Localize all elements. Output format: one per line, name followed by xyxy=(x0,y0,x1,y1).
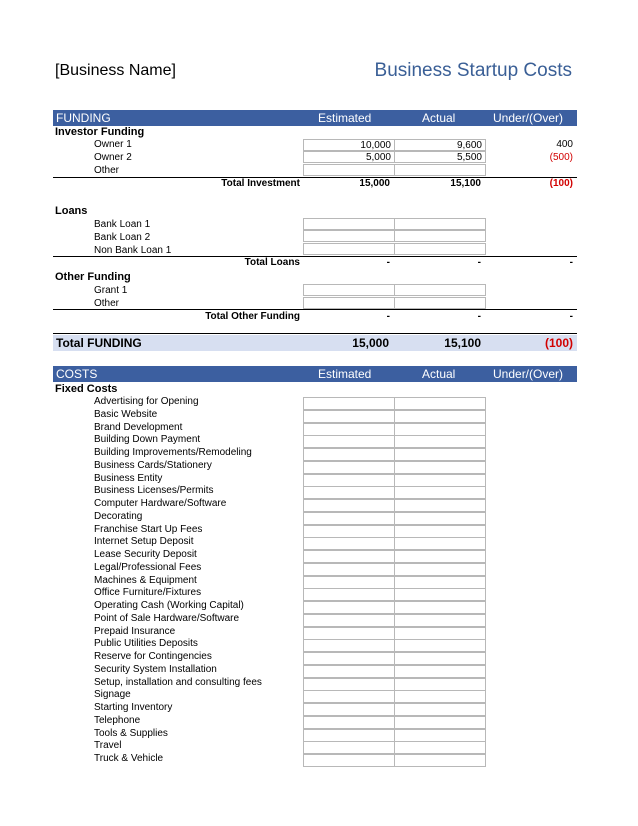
cost-actual-cell[interactable] xyxy=(394,499,486,512)
divider xyxy=(53,177,577,178)
cost-item-label: Travel xyxy=(94,740,122,752)
estimated-cell[interactable]: 10,000 xyxy=(303,139,395,151)
cost-estimated-cell[interactable] xyxy=(303,665,395,678)
cost-estimated-cell[interactable] xyxy=(303,601,395,614)
cost-actual-cell[interactable] xyxy=(394,678,486,691)
cost-item-label: Lease Security Deposit xyxy=(94,549,197,560)
cost-item-label: Building Down Payment xyxy=(94,434,201,446)
actual-cell[interactable] xyxy=(394,218,486,230)
cost-item-label: Business Entity xyxy=(94,472,163,484)
funding-header-band xyxy=(53,110,577,126)
cost-estimated-cell[interactable] xyxy=(303,525,395,538)
total-loans-label: Total Loans xyxy=(244,257,300,268)
cost-actual-cell[interactable] xyxy=(394,474,486,487)
cost-item-label: Office Furniture/Fixtures xyxy=(94,587,202,599)
investor-funding-label: Investor Funding xyxy=(55,126,145,138)
cost-estimated-cell[interactable] xyxy=(303,486,395,499)
row-label: Grant 1 xyxy=(94,285,128,296)
estimated-cell[interactable] xyxy=(303,297,395,309)
row-label: Other xyxy=(94,298,120,309)
total-funding-row xyxy=(53,335,577,351)
cost-item-label: Prepaid Insurance xyxy=(94,625,176,637)
cost-actual-cell[interactable] xyxy=(394,601,486,614)
actual-header: Actual xyxy=(422,111,456,125)
cost-item-label: Reserve for Contingencies xyxy=(94,651,212,662)
cost-estimated-cell[interactable] xyxy=(303,410,395,423)
cost-item-label: Decorating xyxy=(94,510,143,522)
cost-estimated-cell[interactable] xyxy=(303,423,395,436)
estimated-cell[interactable] xyxy=(303,284,395,296)
row-label: Owner 2 xyxy=(94,152,132,163)
cost-actual-cell[interactable] xyxy=(394,448,486,461)
diff-value: 400 xyxy=(556,139,573,150)
total-other-estimated: - xyxy=(386,311,390,322)
cost-actual-cell[interactable] xyxy=(394,537,486,550)
divider xyxy=(53,256,577,257)
cost-estimated-cell[interactable] xyxy=(303,474,395,487)
cost-item-label: Business Licenses/Permits xyxy=(94,485,214,497)
cost-actual-cell[interactable] xyxy=(394,397,486,410)
cost-estimated-cell[interactable] xyxy=(303,614,395,627)
loans-label: Loans xyxy=(55,205,88,217)
cost-item-label: Building Improvements/Remodeling xyxy=(94,447,252,458)
cost-actual-cell[interactable] xyxy=(394,563,486,576)
actual-cell[interactable]: 9,600 xyxy=(394,139,486,151)
total-funding-actual: 15,100 xyxy=(444,336,481,350)
cost-item-label: Internet Setup Deposit xyxy=(94,536,194,548)
row-label: Non Bank Loan 1 xyxy=(94,245,172,256)
cost-item-label: Basic Website xyxy=(94,408,158,420)
cost-actual-cell[interactable] xyxy=(394,576,486,589)
cost-estimated-cell[interactable] xyxy=(303,690,395,703)
divider xyxy=(53,333,577,334)
divider xyxy=(53,309,577,310)
cost-actual-cell[interactable] xyxy=(394,729,486,742)
estimated-header: Estimated xyxy=(318,111,372,125)
total-other-funding-label: Total Other Funding xyxy=(205,311,300,322)
total-investment-estimated: 15,000 xyxy=(359,178,390,189)
total-loans-actual: - xyxy=(477,257,481,268)
cost-estimated-cell[interactable] xyxy=(303,754,395,767)
cost-actual-cell[interactable] xyxy=(394,690,486,703)
cost-item-label: Machines & Equipment xyxy=(94,574,197,586)
cost-item-label: Setup, installation and consulting fees xyxy=(94,676,262,688)
total-other-actual: - xyxy=(477,311,481,322)
total-other-diff: - xyxy=(569,311,573,322)
cost-estimated-cell[interactable] xyxy=(303,729,395,742)
cost-estimated-cell[interactable] xyxy=(303,448,395,461)
cost-actual-cell[interactable] xyxy=(394,614,486,627)
row-label: Owner 1 xyxy=(94,139,132,150)
cost-actual-cell[interactable] xyxy=(394,588,486,601)
estimated-cell[interactable] xyxy=(303,164,395,176)
cost-item-label: Public Utilities Deposits xyxy=(94,638,198,650)
actual-cell[interactable] xyxy=(394,284,486,296)
estimated-header: Estimated xyxy=(318,367,372,381)
cost-estimated-cell[interactable] xyxy=(303,397,395,410)
cost-estimated-cell[interactable] xyxy=(303,716,395,729)
cost-item-label: Operating Cash (Working Capital) xyxy=(94,600,244,611)
estimated-cell[interactable] xyxy=(303,218,395,230)
cost-actual-cell[interactable] xyxy=(394,423,486,436)
cost-actual-cell[interactable] xyxy=(394,703,486,716)
cost-item-label: Tools & Supplies xyxy=(94,727,168,739)
cost-actual-cell[interactable] xyxy=(394,512,486,525)
funding-band-label: FUNDING xyxy=(56,111,111,125)
total-funding-diff: (100) xyxy=(544,336,573,350)
cost-estimated-cell[interactable] xyxy=(303,576,395,589)
cost-estimated-cell[interactable] xyxy=(303,627,395,640)
cost-actual-cell[interactable] xyxy=(394,627,486,640)
cost-estimated-cell[interactable] xyxy=(303,652,395,665)
cost-estimated-cell[interactable] xyxy=(303,563,395,576)
cost-actual-cell[interactable] xyxy=(394,741,486,754)
business-name[interactable]: [Business Name] xyxy=(55,62,176,79)
cost-item-label: Legal/Professional Fees xyxy=(94,561,202,573)
diff-value: (500) xyxy=(549,152,573,163)
cost-estimated-cell[interactable] xyxy=(303,512,395,525)
cost-item-label: Signage xyxy=(94,689,131,701)
total-funding-estimated: 15,000 xyxy=(352,336,389,350)
estimated-cell[interactable] xyxy=(303,230,395,242)
under-over-header: Under/(Over) xyxy=(493,111,564,125)
cost-actual-cell[interactable] xyxy=(394,639,486,652)
actual-cell[interactable] xyxy=(394,243,486,255)
estimated-cell[interactable] xyxy=(303,243,395,255)
cost-actual-cell[interactable] xyxy=(394,754,486,767)
cost-item-label: Computer Hardware/Software xyxy=(94,498,227,509)
total-investment-label: Total Investment xyxy=(221,178,300,189)
actual-cell[interactable] xyxy=(394,230,486,242)
cost-item-label: Advertising for Opening xyxy=(94,396,199,407)
cost-estimated-cell[interactable] xyxy=(303,461,395,474)
cost-item-label: Truck & Vehicle xyxy=(94,753,164,764)
cost-actual-cell[interactable] xyxy=(394,716,486,729)
actual-cell[interactable] xyxy=(394,297,486,309)
cost-item-label: Security System Installation xyxy=(94,663,217,675)
cost-actual-cell[interactable] xyxy=(394,461,486,474)
cost-estimated-cell[interactable] xyxy=(303,639,395,652)
cost-actual-cell[interactable] xyxy=(394,652,486,665)
cost-estimated-cell[interactable] xyxy=(303,703,395,716)
costs-band-label: COSTS xyxy=(56,367,98,381)
row-label: Other xyxy=(94,165,120,176)
cost-estimated-cell[interactable] xyxy=(303,499,395,512)
cost-estimated-cell[interactable] xyxy=(303,741,395,754)
total-investment-actual: 15,100 xyxy=(450,178,481,189)
actual-header: Actual xyxy=(422,367,456,381)
cost-estimated-cell[interactable] xyxy=(303,588,395,601)
cost-estimated-cell[interactable] xyxy=(303,435,395,448)
under-over-header: Under/(Over) xyxy=(493,367,564,381)
cost-actual-cell[interactable] xyxy=(394,435,486,448)
cost-estimated-cell[interactable] xyxy=(303,678,395,691)
total-loans-diff: - xyxy=(569,257,573,268)
cost-item-label: Starting Inventory xyxy=(94,702,173,713)
cost-actual-cell[interactable] xyxy=(394,525,486,538)
other-funding-label: Other Funding xyxy=(55,271,131,283)
cost-item-label: Point of Sale Hardware/Software xyxy=(94,612,240,624)
cost-actual-cell[interactable] xyxy=(394,550,486,563)
cost-actual-cell[interactable] xyxy=(394,665,486,678)
cost-actual-cell[interactable] xyxy=(394,410,486,423)
estimated-cell[interactable]: 5,000 xyxy=(303,151,395,163)
row-label: Bank Loan 1 xyxy=(94,219,151,230)
total-investment-diff: (100) xyxy=(549,178,573,189)
actual-cell[interactable]: 5,500 xyxy=(394,151,486,163)
total-loans-estimated: - xyxy=(386,257,390,268)
cost-item-label: Telephone xyxy=(94,714,141,726)
cost-item-label: Franchise Start Up Fees xyxy=(94,523,203,535)
total-funding-label: Total FUNDING xyxy=(56,336,142,350)
actual-cell[interactable] xyxy=(394,164,486,176)
row-label: Bank Loan 2 xyxy=(94,232,151,243)
fixed-costs-label: Fixed Costs xyxy=(55,383,118,395)
cost-estimated-cell[interactable] xyxy=(303,537,395,550)
cost-estimated-cell[interactable] xyxy=(303,550,395,563)
page-title: Business Startup Costs xyxy=(374,60,572,81)
costs-header-band xyxy=(53,366,577,382)
cost-actual-cell[interactable] xyxy=(394,486,486,499)
cost-item-label: Business Cards/Stationery xyxy=(94,459,212,471)
cost-item-label: Brand Development xyxy=(94,421,183,433)
